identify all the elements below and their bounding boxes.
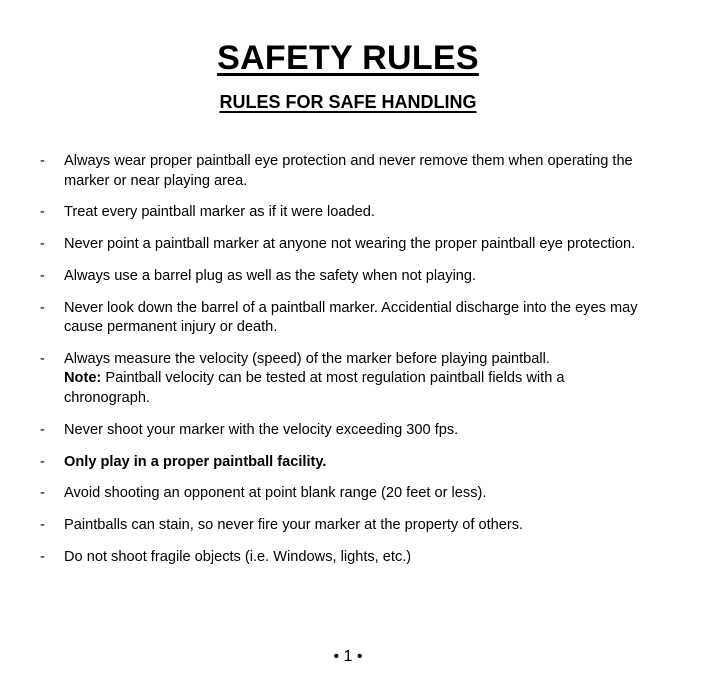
rule-item-6 bbox=[0, 350, 704, 409]
note-label: Note: bbox=[64, 370, 102, 387]
bullet-dash: - bbox=[40, 350, 45, 367]
rule-text: Never shoot your marker with the velocity exceeding 300 fps. bbox=[64, 421, 459, 438]
rule-item-5 bbox=[0, 299, 704, 338]
bullet-dash: - bbox=[40, 548, 45, 565]
rule-text: Never point a paintball marker at anyone not wearing the proper paintball eye protection. bbox=[64, 236, 636, 253]
bullet-dash: - bbox=[40, 421, 45, 438]
page-subtitle: RULES FOR SAFE HANDLING bbox=[219, 92, 477, 112]
safety-rules-list bbox=[0, 152, 704, 580]
rule-item-2 bbox=[0, 203, 704, 223]
rule-item-3 bbox=[0, 235, 704, 255]
rule-text: Never look down the barrel of a paintball marker. Accidential discharge into the eyes may cause permanent injury or death. bbox=[64, 299, 638, 336]
bullet-dash: - bbox=[40, 153, 45, 169]
rule-text: Always measure the velocity (speed) of the marker before playing paintball. bbox=[64, 350, 550, 367]
rule-item-10 bbox=[0, 516, 704, 536]
rule-item-1 bbox=[0, 152, 704, 191]
rule-item-7 bbox=[0, 421, 704, 441]
bullet-dash: - bbox=[40, 453, 45, 470]
rule-text: Treat every paintball marker as if it were loaded. bbox=[64, 204, 375, 221]
page-number: • 1 • bbox=[333, 648, 363, 665]
rule-item-11 bbox=[0, 548, 704, 568]
bullet-dash: - bbox=[40, 299, 45, 316]
bullet-dash: - bbox=[40, 517, 45, 534]
rule-text: Always wear proper paintball eye protection and never remove them when operating the marker or near playing area. bbox=[64, 153, 633, 189]
bullet-dash: - bbox=[40, 236, 45, 253]
rule-item-9 bbox=[0, 484, 704, 504]
page-title: SAFETY RULES bbox=[217, 39, 479, 77]
bullet-dash: - bbox=[40, 267, 45, 284]
rule-text: Avoid shooting an opponent at point blank range (20 feet or less). bbox=[64, 485, 487, 502]
rule-text: Always use a barrel plug as well as the safety when not playing. bbox=[64, 267, 477, 284]
note-text: Paintball velocity can be tested at most regulation paintball fields with a chronograph. bbox=[64, 370, 565, 406]
rule-text: Paintballs can stain, so never fire your marker at the property of others. bbox=[64, 517, 524, 534]
rule-item-4 bbox=[0, 267, 704, 287]
rule-text: Only play in a proper paintball facility. bbox=[64, 453, 327, 470]
bullet-dash: - bbox=[40, 204, 45, 221]
rule-item-8 bbox=[0, 453, 704, 473]
bullet-dash: - bbox=[40, 485, 45, 502]
rule-text: Do not shoot fragile objects (i.e. Windows, lights, etc.) bbox=[64, 548, 412, 565]
